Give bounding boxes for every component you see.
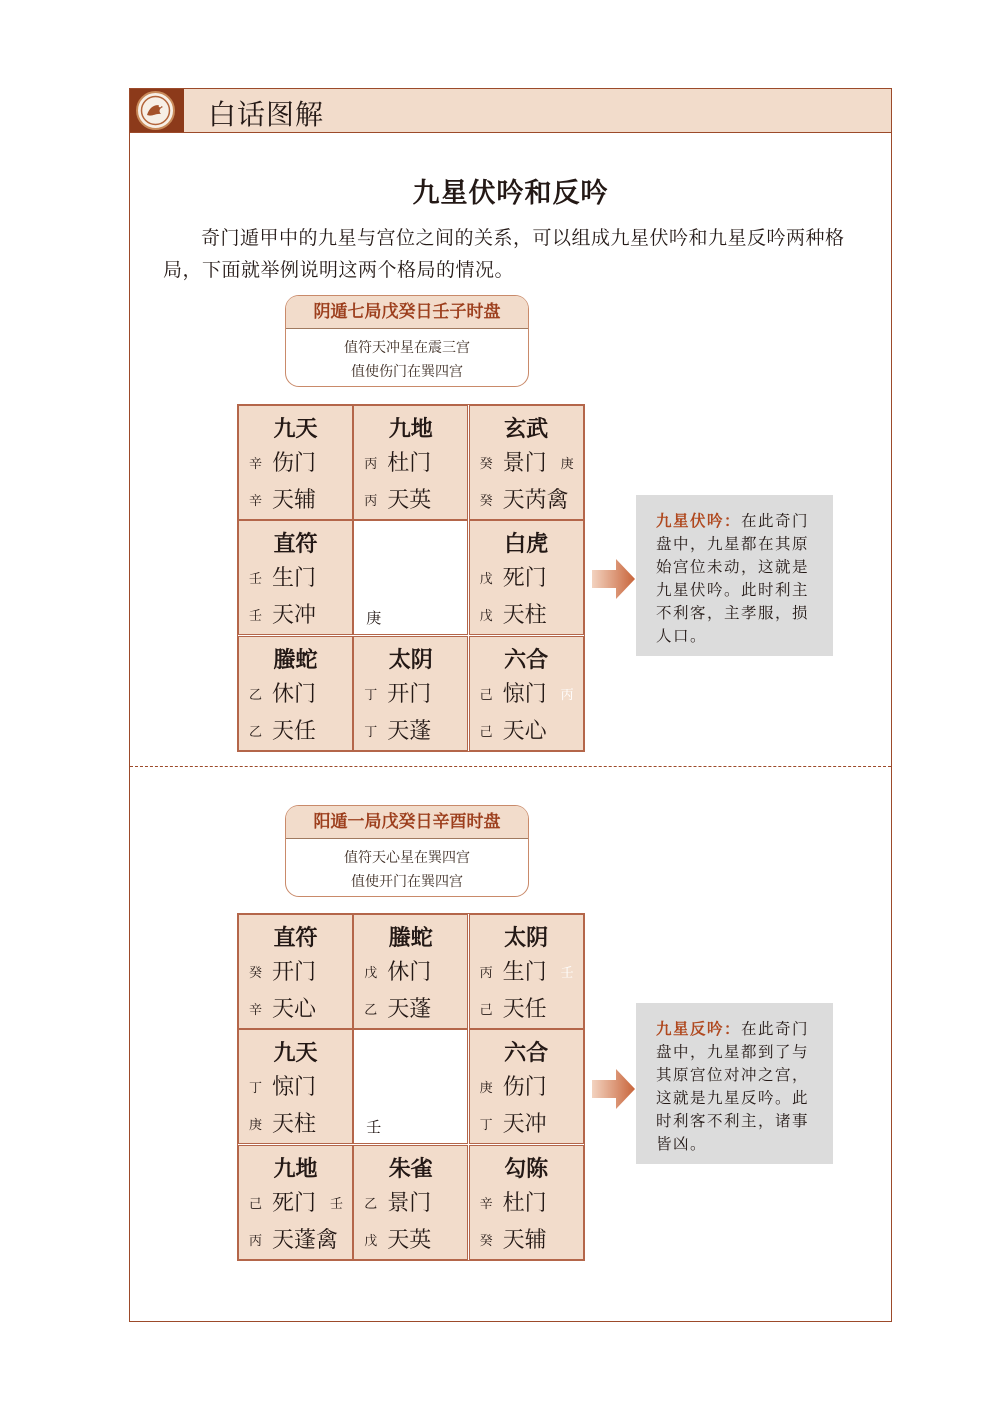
- board2-deity: 九天: [273, 1041, 318, 1067]
- board2-caption-line1: 值符天心星在巽四宫: [344, 850, 470, 866]
- board2-deity: 太阴: [504, 926, 549, 951]
- board2-door: 伤门: [502, 1075, 547, 1101]
- board2-door: 景门: [387, 1190, 432, 1216]
- board1-caption-title: 阴遁七局戊癸日壬子时盘: [286, 296, 528, 329]
- board1-note-label: 九星伏吟：: [656, 512, 742, 530]
- board1-door-stem: 丁: [364, 687, 378, 703]
- board1-palace-8: [353, 636, 468, 751]
- board2-star: 天冲: [502, 1112, 547, 1138]
- board2-caption-line2: 值使开门在巽四宫: [351, 874, 463, 890]
- board1-palace-3: [469, 405, 584, 520]
- board1-door-stem: 壬: [249, 572, 263, 588]
- board2-door-stem: 辛: [479, 1196, 493, 1212]
- board1-palace-7: [238, 636, 353, 751]
- board2-palace-8: [353, 1145, 468, 1260]
- board1-deity: 玄武: [504, 417, 549, 442]
- board1-door-stem: 戊: [479, 572, 493, 588]
- board2-star-stem: 戊: [364, 1233, 378, 1249]
- board1-door: 死门: [502, 566, 547, 592]
- board2-palace-3: [469, 914, 584, 1029]
- board2-palace-7: [238, 1145, 353, 1260]
- board2-star: 天柱: [272, 1112, 317, 1138]
- board1-door-stem: 乙: [249, 687, 263, 703]
- board1-star: 天心: [502, 718, 547, 744]
- board1-deity: 螣蛇: [273, 647, 318, 673]
- board1-door: 开门: [387, 681, 432, 707]
- board2-star: 天蓬禽: [272, 1227, 339, 1253]
- board1-palace-5: [353, 520, 468, 635]
- board2-palace-5: [353, 1029, 468, 1144]
- board2-door: 休门: [387, 960, 432, 985]
- board2-caption-title: 阳遁一局戊癸日辛酉时盘: [286, 806, 528, 839]
- board2-deity: 九地: [273, 1156, 318, 1182]
- board2-center-stem: 壬: [366, 1118, 382, 1137]
- board1-door: 伤门: [272, 451, 317, 476]
- board1-deity: 白虎: [504, 532, 549, 558]
- board2-star-stem: 癸: [479, 1233, 493, 1249]
- board2-star: 天任: [502, 997, 547, 1022]
- board2-door: 惊门: [272, 1075, 317, 1101]
- board2-door-stem: 戊: [364, 966, 378, 981]
- board2-star-stem: 辛: [249, 1003, 263, 1018]
- board1-palace-9: [469, 636, 584, 751]
- board1-star-stem: 癸: [479, 494, 493, 509]
- board2-note: [636, 1003, 833, 1164]
- board1-caption-line1: 值符天冲星在震三宫: [344, 340, 470, 356]
- board1-deity: 九地: [388, 417, 433, 442]
- board1-door: 惊门: [502, 681, 547, 707]
- board1-arrow-icon: [592, 557, 636, 601]
- board2-door: 死门: [272, 1190, 317, 1216]
- board2-star-stem: 丙: [249, 1233, 263, 1249]
- board2-door-extra-stem: 壬: [330, 1196, 344, 1212]
- board1-door-stem: 辛: [249, 457, 263, 472]
- board1-note-text: 在此奇门盘中，九星都在其原始宫位未动，这就是九星伏吟。此时利主不利客，主孝服，损人口。: [656, 512, 810, 645]
- board2-star-stem: 己: [479, 1003, 493, 1018]
- board1-caption: [285, 295, 529, 387]
- board1-star-stem: 壬: [249, 609, 263, 625]
- board1-deity: 直符: [273, 532, 318, 558]
- board1-star-stem: 乙: [249, 724, 263, 740]
- board1-star-stem: 己: [479, 724, 493, 740]
- page-title: 九星伏吟和反吟: [412, 178, 609, 209]
- board1-door: 生门: [272, 566, 317, 592]
- board1-star: 天任: [272, 718, 317, 744]
- board1-palace-6: [469, 520, 584, 635]
- board1-note: [636, 495, 833, 656]
- board1-star: 天芮禽: [502, 488, 569, 513]
- board1-caption-line2: 值使伤门在巽四宫: [351, 364, 463, 380]
- page-frame: [129, 88, 892, 1322]
- board2-star-stem: 丁: [479, 1118, 493, 1134]
- board2-palace-6: [469, 1029, 584, 1144]
- board1-palace-2: [353, 405, 468, 520]
- board2-caption: [285, 805, 529, 897]
- board2-star: 天蓬: [387, 997, 432, 1022]
- board2-door-stem: 丁: [249, 1081, 263, 1097]
- board1-star: 天辅: [272, 488, 317, 513]
- board1-star: 天英: [387, 488, 432, 513]
- board2-arrow-icon: [592, 1067, 636, 1111]
- board1-door: 杜门: [387, 451, 432, 476]
- board1-star-stem: 辛: [249, 494, 263, 509]
- board2-door: 开门: [272, 960, 317, 985]
- board1-door-extra-stem: 丙: [560, 687, 574, 703]
- board2-deity: 螣蛇: [388, 926, 433, 951]
- board1-palace-1: [238, 405, 353, 520]
- board1-star: 天蓬: [387, 718, 432, 744]
- board2-deity: 直符: [273, 926, 318, 951]
- board1-star: 天冲: [272, 603, 317, 629]
- board1-grid: [237, 404, 585, 752]
- board1-palace-4: [238, 520, 353, 635]
- board2-star: 天辅: [502, 1227, 547, 1253]
- board2-door: 生门: [502, 960, 547, 985]
- board2-star-stem: 乙: [364, 1003, 378, 1018]
- board2-palace-2: [353, 914, 468, 1029]
- board2-deity: 勾陈: [504, 1156, 549, 1182]
- board1-star-stem: 戊: [479, 609, 493, 625]
- board2-grid: [237, 913, 585, 1261]
- board1-deity: 六合: [504, 647, 549, 673]
- board1-door-stem: 丙: [364, 457, 378, 472]
- logo-box: [130, 89, 184, 132]
- board2-door-extra-stem: 壬: [560, 966, 574, 981]
- board1-door: 景门: [502, 451, 547, 476]
- dragon-seal-icon: [136, 91, 175, 130]
- section-header: [130, 89, 891, 133]
- board1-door-stem: 己: [479, 687, 493, 703]
- board2-note-label: 九星反吟：: [656, 1020, 742, 1038]
- board2-palace-9: [469, 1145, 584, 1260]
- board2-door-stem: 丙: [479, 966, 493, 981]
- board1-door-extra-stem: 庚: [560, 457, 574, 472]
- intro-paragraph: 奇门遁甲中的九星与宫位之间的关系，可以组成九星伏吟和九星反吟两种格局，下面就举例说明这两个格局的情况。: [163, 227, 845, 281]
- board2-palace-4: [238, 1029, 353, 1144]
- board2-deity: 朱雀: [388, 1156, 433, 1182]
- board2-door-stem: 庚: [479, 1081, 493, 1097]
- board2-palace-1: [238, 914, 353, 1029]
- board1-star-stem: 丁: [364, 724, 378, 740]
- board2-star: 天心: [272, 997, 317, 1022]
- header-title: 白话图解: [208, 98, 325, 131]
- board1-deity: 九天: [273, 417, 318, 442]
- board2-note-text: 在此奇门盘中，九星都到了与其原宫位对冲之宫，这就是九星反吟。此时利客不利主，诸事皆凶。: [656, 1020, 810, 1153]
- board1-deity: 太阴: [388, 647, 433, 673]
- board2-star: 天英: [387, 1227, 432, 1253]
- board2-door: 杜门: [502, 1190, 547, 1216]
- board2-door-stem: 己: [249, 1196, 263, 1212]
- board1-door: 休门: [272, 681, 317, 707]
- board1-star-stem: 丙: [364, 494, 378, 509]
- dashed-divider: [130, 766, 891, 767]
- board1-center-stem: 庚: [366, 609, 382, 628]
- board2-door-stem: 乙: [364, 1196, 378, 1212]
- board2-star-stem: 庚: [249, 1118, 263, 1134]
- board2-deity: 六合: [504, 1041, 549, 1067]
- board1-star: 天柱: [502, 603, 547, 629]
- board1-door-stem: 癸: [479, 457, 493, 472]
- board2-door-stem: 癸: [249, 966, 263, 981]
